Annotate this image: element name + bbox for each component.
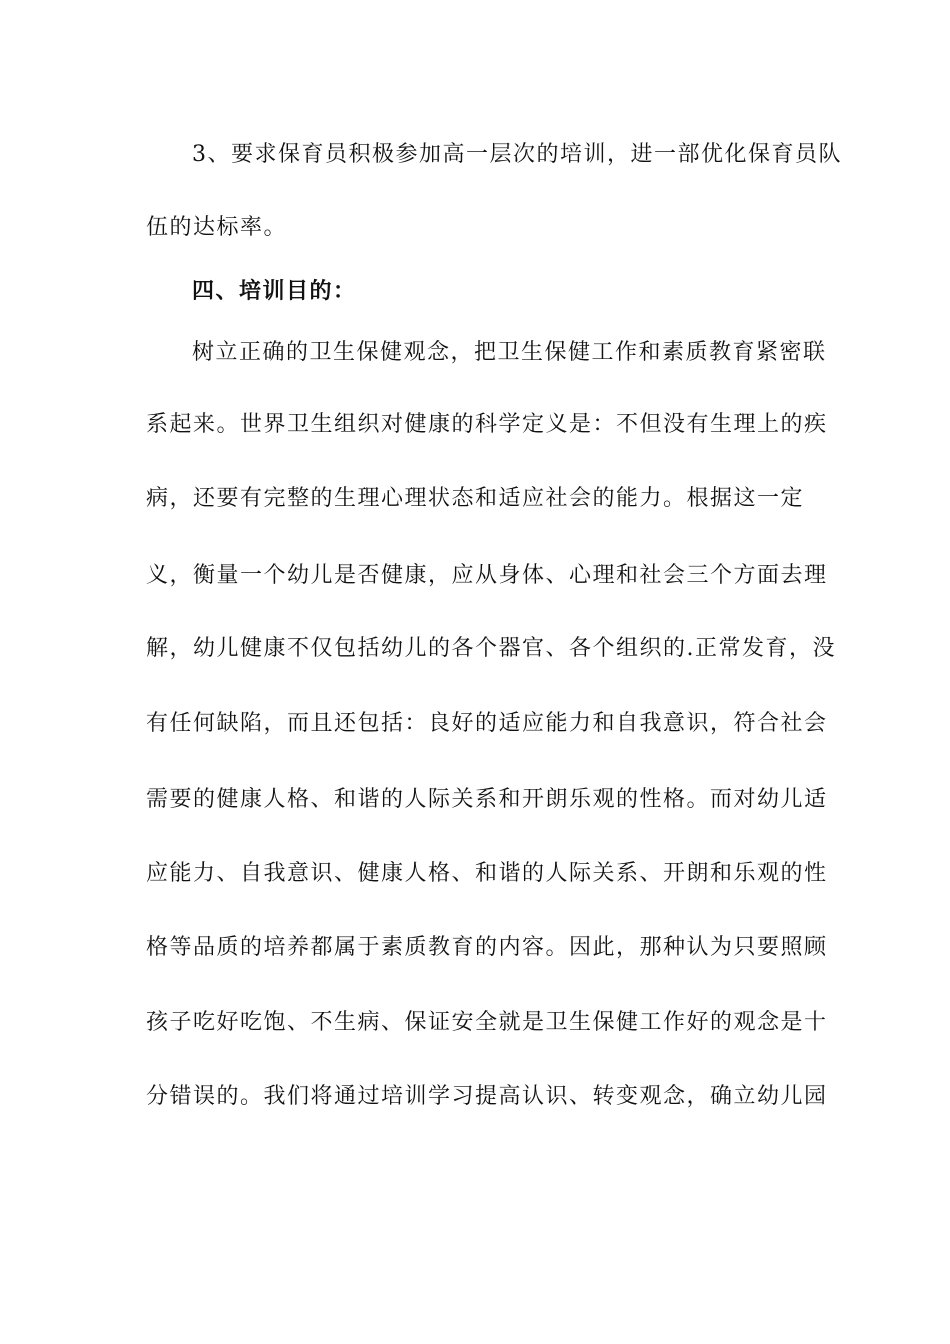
- paragraph-line: 孩子吃好吃饱、不生病、保证安全就是卫生保健工作好的观念是十: [146, 1010, 828, 1035]
- section-heading: 四、培训目的：: [192, 278, 357, 304]
- paragraph-line: 义，衡量一个幼儿是否健康，应从身体、心理和社会三个方面去理: [146, 563, 828, 588]
- paragraph-line: 有任何缺陷，而且还包括：良好的适应能力和自我意识，符合社会: [146, 711, 828, 736]
- paragraph-line: 格等品质的培养都属于素质教育的内容。因此，那种认为只要照顾: [146, 935, 828, 960]
- paragraph-line: 解，幼儿健康不仅包括幼儿的各个器官、各个组织的.正常发育，没: [146, 636, 836, 661]
- paragraph-line: 系起来。世界卫生组织对健康的科学定义是：不但没有生理上的疾: [146, 412, 828, 437]
- paragraph-line: 需要的健康人格、和谐的人际关系和开朗乐观的性格。而对幼儿适: [146, 787, 828, 812]
- paragraph-line: 应能力、自我意识、健康人格、和谐的人际关系、开朗和乐观的性: [146, 861, 828, 886]
- paragraph-line: 3、要求保育员积极参加高一层次的培训，进一部优化保育员队: [192, 142, 842, 167]
- paragraph-line: 伍的达标率。: [146, 215, 288, 240]
- paragraph-line: 病，还要有完整的生理心理状态和适应社会的能力。根据这一定: [146, 486, 805, 511]
- paragraph-line: 分错误的。我们将通过培训学习提高认识、转变观念，确立幼儿园: [146, 1084, 828, 1109]
- paragraph-line: 树立正确的卫生保健观念，把卫生保健工作和素质教育紧密联: [192, 340, 827, 365]
